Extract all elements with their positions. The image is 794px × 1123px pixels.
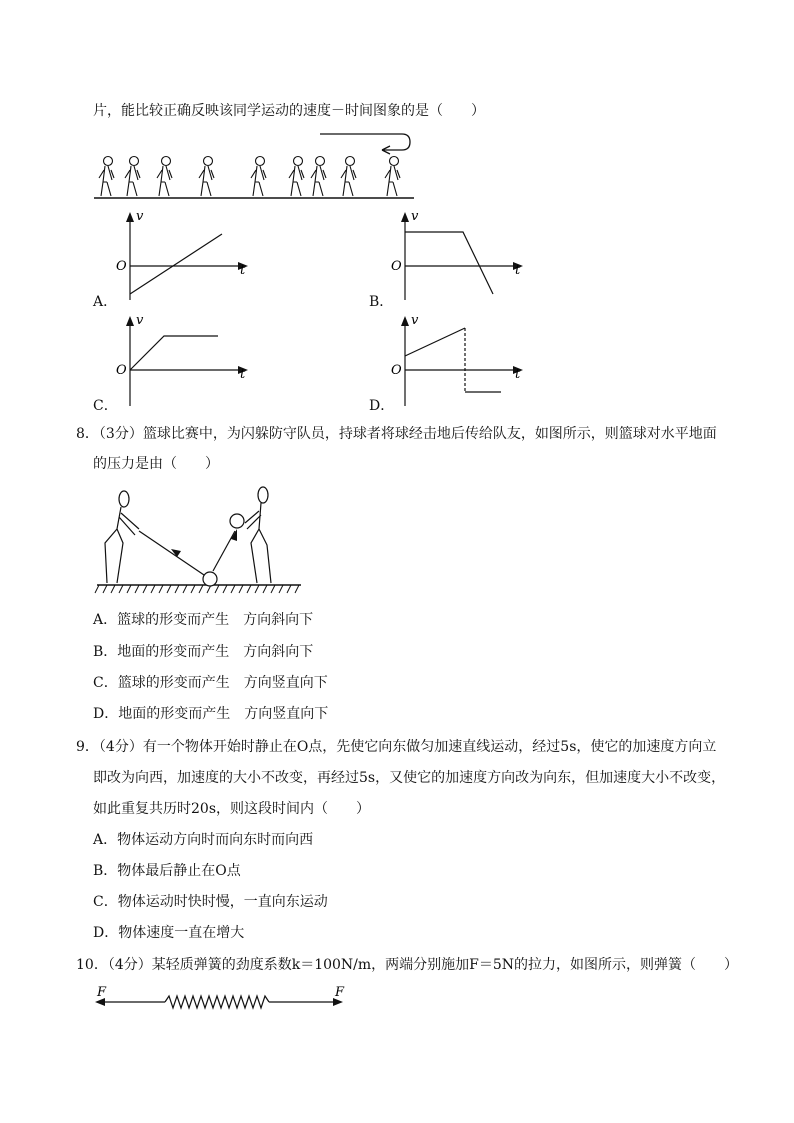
axis-t-label: t	[515, 263, 521, 278]
q10-spring-figure	[93, 984, 353, 1014]
q7-graph-b[interactable]	[385, 208, 535, 303]
q9-option-a[interactable]: A．物体运动方向时而向东时而向西	[93, 832, 314, 848]
q7-option-c-label[interactable]: C．	[93, 398, 118, 414]
origin-label: O	[391, 363, 402, 378]
axis-t-label: t	[515, 367, 521, 382]
origin-label: O	[391, 259, 402, 274]
q8-stem-line1: 8．（3分）篮球比赛中，为闪躲防守队员，持球者将球经击地后传给队友，如图所示，则篮球对水平地面	[76, 426, 717, 442]
axis-t-label: t	[240, 367, 246, 382]
q7-option-d-label[interactable]: D．	[369, 398, 395, 414]
axis-v-label: v	[136, 313, 144, 328]
axis-v-label: v	[136, 209, 144, 224]
q7-walking-figures	[90, 128, 420, 203]
q7-graph-d[interactable]	[385, 312, 535, 407]
force-label-right: F	[335, 985, 345, 1000]
q10-stem: 10．（4分）某轻质弹簧的劲度系数k＝100N/m，两端分别施加F＝5N的拉力，如图所示，则弹簧（ ）	[76, 957, 739, 973]
q9-option-b[interactable]: B．物体最后静止在O点	[93, 863, 241, 879]
q9-stem-line3: 如此重复共历时20s，则这段时间内（ ）	[93, 801, 370, 817]
axis-v-label: v	[411, 313, 419, 328]
q7-graph-c[interactable]	[110, 312, 260, 407]
origin-label: O	[116, 259, 127, 274]
q9-stem-line1: 9．（4分）有一个物体开始时静止在O点，先使它向东做匀加速直线运动，经过5s，使它的加速度方向立	[76, 739, 717, 755]
q9-stem-line2: 即改为向西，加速度的大小不改变，再经过5s，又使它的加速度方向改为向东，但加速度大小不改变，	[93, 770, 726, 786]
origin-label: O	[116, 363, 127, 378]
q9-option-d[interactable]: D．物体速度一直在增大	[93, 925, 245, 941]
q8-stem-line2: 的压力是由（ ）	[93, 456, 219, 472]
axis-v-label: v	[411, 209, 419, 224]
q8-option-b[interactable]: B．地面的形变而产生 方向斜向下	[93, 644, 314, 660]
q7-stem-tail: 片，能比较正确反映该同学运动的速度－时间图象的是（ ）	[93, 103, 485, 119]
q7-graph-a[interactable]	[110, 208, 260, 303]
q9-option-c[interactable]: C．物体运动时快时慢，一直向东运动	[93, 894, 328, 910]
q7-option-b-label[interactable]: B．	[369, 294, 394, 310]
force-label-left: F	[97, 985, 107, 1000]
q8-option-d[interactable]: D．地面的形变而产生 方向竖直向下	[93, 706, 329, 722]
q8-basketball-figure	[95, 483, 305, 598]
q7-option-a-label[interactable]: A．	[93, 294, 118, 310]
q8-option-c[interactable]: C．篮球的形变而产生 方向竖直向下	[93, 675, 328, 691]
axis-t-label: t	[240, 263, 246, 278]
q8-option-a[interactable]: A．篮球的形变而产生 方向斜向下	[93, 612, 314, 628]
